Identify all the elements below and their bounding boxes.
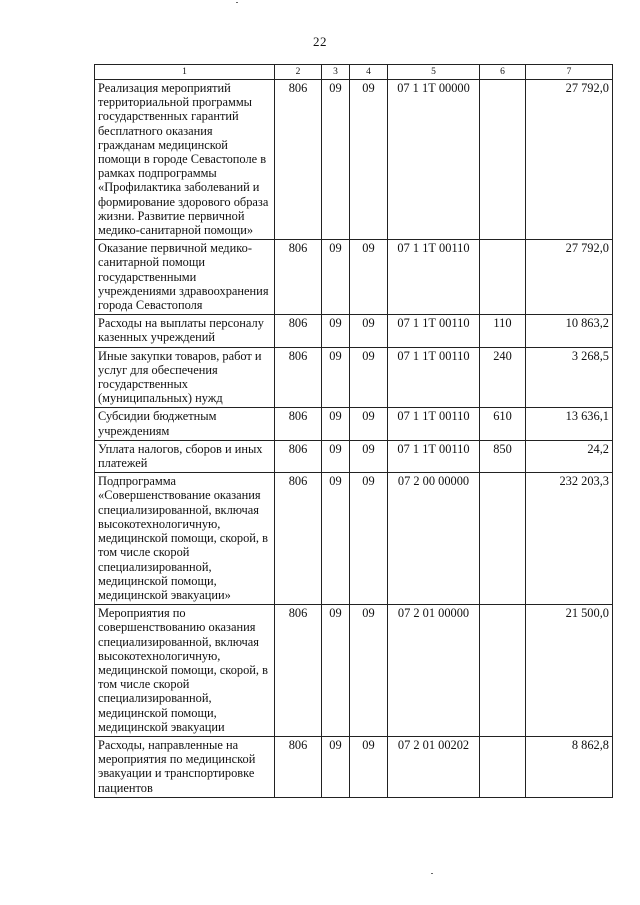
row-name: Расходы на выплаты персоналу казенных учреждений — [95, 315, 275, 347]
row-name: Оказание первичной медико-санитарной помощи государственными учреждениями здравоохранения города Севастополя — [95, 240, 275, 315]
expense-type-code — [480, 736, 526, 797]
amount: 27 792,0 — [526, 80, 613, 240]
row-name: Расходы, направленные на мероприятия по медицинской эвакуации и транспортировке пациентов — [95, 736, 275, 797]
section-code: 09 — [322, 240, 350, 315]
target-article-code: 07 2 01 00000 — [388, 605, 480, 737]
column-header: 6 — [480, 65, 526, 80]
subsection-code: 09 — [350, 315, 388, 347]
amount: 27 792,0 — [526, 240, 613, 315]
row-name: Мероприятия по совершенствованию оказания специализированной, включая высокотехнологичную, медицинской помощи, скорой, в том числе скорой специализированной, медицинской помощи, медицинской эвакуации — [95, 605, 275, 737]
table-row — [95, 315, 613, 347]
column-header: 2 — [275, 65, 322, 80]
expense-type-code: 110 — [480, 315, 526, 347]
page-number: 22 — [313, 34, 327, 49]
target-article-code: 07 1 1Т 00110 — [388, 347, 480, 408]
expense-type-code: 850 — [480, 440, 526, 472]
amount: 3 268,5 — [526, 347, 613, 408]
table-row — [95, 440, 613, 472]
section-code: 09 — [322, 347, 350, 408]
expense-type-code — [480, 240, 526, 315]
amount: 232 203,3 — [526, 473, 613, 605]
department-code: 806 — [275, 347, 322, 408]
column-header: 3 — [322, 65, 350, 80]
expense-type-code: 610 — [480, 408, 526, 440]
section-code: 09 — [322, 440, 350, 472]
department-code: 806 — [275, 408, 322, 440]
table-row — [95, 605, 613, 737]
department-code: 806 — [275, 473, 322, 605]
target-article-code: 07 1 1Т 00110 — [388, 315, 480, 347]
amount: 13 636,1 — [526, 408, 613, 440]
subsection-code: 09 — [350, 347, 388, 408]
table-row — [95, 736, 613, 797]
target-article-code: 07 1 1Т 00110 — [388, 408, 480, 440]
scan-speck — [431, 873, 433, 874]
subsection-code: 09 — [350, 736, 388, 797]
column-header: 7 — [526, 65, 613, 80]
subsection-code: 09 — [350, 440, 388, 472]
expense-type-code: 240 — [480, 347, 526, 408]
amount: 10 863,2 — [526, 315, 613, 347]
target-article-code: 07 1 1Т 00000 — [388, 80, 480, 240]
department-code: 806 — [275, 736, 322, 797]
table-row — [95, 240, 613, 315]
target-article-code: 07 2 00 00000 — [388, 473, 480, 605]
table-row — [95, 80, 613, 240]
expense-type-code — [480, 473, 526, 605]
table-row — [95, 408, 613, 440]
department-code: 806 — [275, 240, 322, 315]
target-article-code: 07 1 1Т 00110 — [388, 440, 480, 472]
section-code: 09 — [322, 408, 350, 440]
department-code: 806 — [275, 315, 322, 347]
section-code: 09 — [322, 315, 350, 347]
amount: 8 862,8 — [526, 736, 613, 797]
subsection-code: 09 — [350, 408, 388, 440]
amount: 21 500,0 — [526, 605, 613, 737]
section-code: 09 — [322, 605, 350, 737]
row-name: Субсидии бюджетным учреждениям — [95, 408, 275, 440]
row-name: Иные закупки товаров, работ и услуг для обеспечения государственных (муниципальных) нужд — [95, 347, 275, 408]
expense-type-code — [480, 80, 526, 240]
column-header: 5 — [388, 65, 480, 80]
row-name: Уплата налогов, сборов и иных платежей — [95, 440, 275, 472]
table-header-row — [95, 65, 613, 80]
section-code: 09 — [322, 736, 350, 797]
table-row — [95, 347, 613, 408]
scan-speck — [236, 2, 238, 3]
row-name: Реализация мероприятий территориальной программы государственных гарантий бесплатного оказания гражданам медицинской помощи в городе Севастополе в рамках подпрограммы «Профилактика заболеваний и формирование здорового образа жизни. Развитие первичной медико-санитарной помощи» — [95, 80, 275, 240]
subsection-code: 09 — [350, 605, 388, 737]
department-code: 806 — [275, 605, 322, 737]
amount: 24,2 — [526, 440, 613, 472]
department-code: 806 — [275, 440, 322, 472]
expense-type-code — [480, 605, 526, 737]
row-name: Подпрограмма «Совершенствование оказания специализированной, включая высокотехнологичную, медицинской помощи, скорой, в том числе скорой специализированной, медицинской помощи, медицинской эвакуации» — [95, 473, 275, 605]
column-header: 4 — [350, 65, 388, 80]
target-article-code: 07 2 01 00202 — [388, 736, 480, 797]
subsection-code: 09 — [350, 80, 388, 240]
section-code: 09 — [322, 80, 350, 240]
subsection-code: 09 — [350, 240, 388, 315]
column-header: 1 — [95, 65, 275, 80]
subsection-code: 09 — [350, 473, 388, 605]
budget-table — [94, 64, 613, 798]
department-code: 806 — [275, 80, 322, 240]
section-code: 09 — [322, 473, 350, 605]
table-row — [95, 473, 613, 605]
target-article-code: 07 1 1Т 00110 — [388, 240, 480, 315]
